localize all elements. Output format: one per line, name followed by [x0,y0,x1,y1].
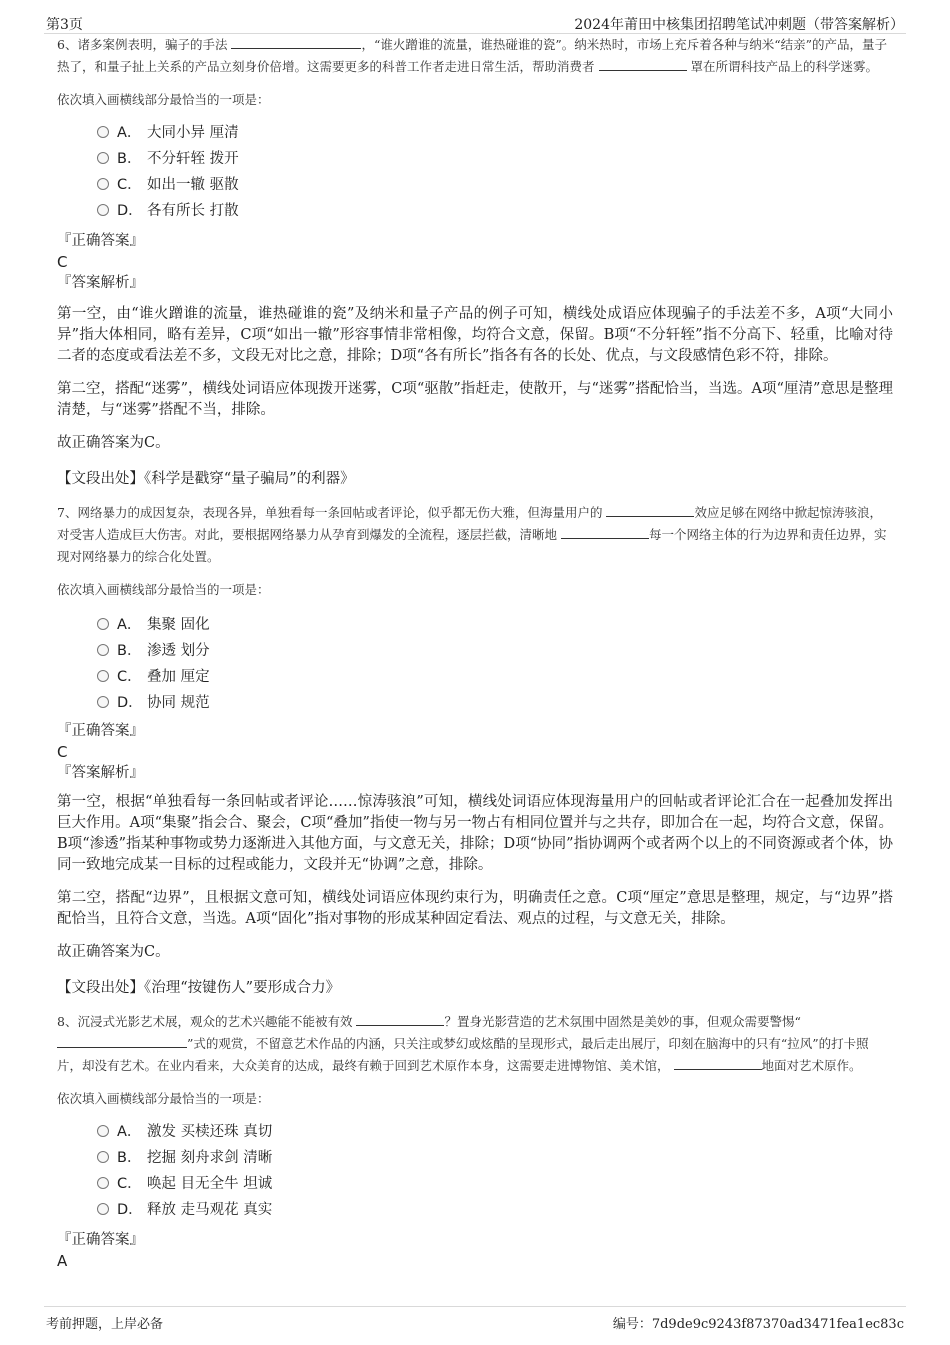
analysis-paragraph: 第一空，由“谁火蹭谁的流量，谁热碰谁的瓷”及纳米和量子产品的例子可知，横线处成语应体现骗子的手法差不多，A项“大同小异”指大体相同，略有差异，C项“如出一辙”形容事情非常相像，均符合文意，保留。B项“不分轩轾”指不分高下、轻重，比喻对待二者的态度或看法差不多，文段无对比之意，排除；D项“各有所长”指各有各的长处、优点，与文段感情色彩不符，排除。 [57,306,893,364]
radio-circle-icon[interactable] [97,126,109,138]
correct-answer-label: 『正确答案』 [57,723,144,739]
option-c[interactable]: C． 唤起 目无全牛 坦诚 [97,1171,893,1197]
question-prompt: 依次填入画横线部分最恰当的一项是： [57,1091,270,1106]
correct-answer: C [57,253,68,271]
radio-circle-icon[interactable] [97,1151,109,1163]
radio-circle-icon[interactable] [97,1203,109,1215]
document-title: 2024年莆田中核集团招聘笔试冲刺题（带答案解析） [574,17,904,33]
analysis-paragraph: 第二空，搭配“边界”，且根据文意可知，横线处词语应体现约束行为，明确责任之意。C项“厘定”意思是整理，规定，与“边界”搭配恰当，且符合文意，当选。A项“固化”指对事物的形成某种固定看法、观点的过程，与文意无关，排除。 [57,890,893,927]
correct-answer-label: 『正确答案』 [57,1232,144,1248]
source-citation: 【文段出处】《科学是戳穿“量子骗局”的利器》 [57,471,355,487]
question-stem: 7、网络暴力的成因复杂，表现各异，单独看每一条回帖或者评论，似乎都无伤大雅，但海量用户的 效应足够在网络中掀起惊涛骇浪，对受害人造成巨大伤害。对此，要根据网络暴力从孕育到爆发的全流程，逐层拦截，清晰地 每一个网络主体的行为边界和责任边界，实现对网络暴力的综合化处置。 [57,505,887,564]
option-d[interactable]: D． 释放 走马观花 真实 [97,1197,893,1223]
correct-answer: C [57,743,68,761]
answer-blank [57,1035,187,1048]
radio-circle-icon[interactable] [97,178,109,190]
radio-circle-icon[interactable] [97,1125,109,1137]
source-citation: 【文段出处】《治理“按键伤人”要形成合力》 [57,980,341,996]
option-b[interactable]: B． 不分轩轾 拨开 [97,146,893,172]
page-number: 第3页 [46,17,83,33]
analysis-paragraph: 第二空，搭配“迷雾”，横线处词语应体现拨开迷雾，C项“驱散”指赶走，使散开，与“迷雾”搭配恰当，当选。A项“厘清”意思是整理清楚，与“迷雾”搭配不当，排除。 [57,381,893,418]
correct-answer: A [57,1252,68,1270]
analysis-label: 『答案解析』 [57,765,144,781]
option-c[interactable]: C． 叠加 厘定 [97,664,893,690]
radio-circle-icon[interactable] [97,1177,109,1189]
radio-circle-icon[interactable] [97,670,109,682]
option-a[interactable]: A． 大同小异 厘清 [97,120,893,146]
option-list [57,120,893,224]
answer-blank [356,1013,444,1026]
footer-slogan: 考前押题，上岸必备 [46,1317,164,1332]
option-c[interactable]: C． 如出一辙 驱散 [97,172,893,198]
option-list [57,1119,893,1223]
document-id: 编号：7d9de9c9243f87370ad3471fea1ec83c [612,1317,904,1332]
answer-blank [606,504,694,517]
option-b[interactable]: B． 挖掘 刻舟求剑 清晰 [97,1145,893,1171]
answer-blank [674,1057,762,1070]
option-d[interactable]: D． 各有所长 打散 [97,198,893,224]
question-prompt: 依次填入画横线部分最恰当的一项是： [57,92,270,107]
option-d[interactable]: D． 协同 规范 [97,690,893,716]
footer-divider [44,1306,906,1307]
radio-circle-icon[interactable] [97,696,109,708]
answer-blank [599,58,687,71]
correct-answer-label: 『正确答案』 [57,233,144,249]
radio-circle-icon[interactable] [97,644,109,656]
option-a[interactable]: A． 集聚 固化 [97,612,893,638]
radio-circle-icon[interactable] [97,152,109,164]
page-content [57,34,893,1271]
question-stem: 6、诸多案例表明，骗子的手法 ，“谁火蹭谁的流量，谁热碰谁的瓷”。纳米热时，市场上充斥着各种与纳米“结亲”的产品，量子热了，和量子扯上关系的产品立刻身价倍增。这需要更多的科普工作者走进日常生活，帮助消费者 罩在所谓科技产品上的科学迷雾。 [57,37,888,74]
analysis-label: 『答案解析』 [57,275,144,291]
radio-circle-icon[interactable] [97,618,109,630]
analysis-conclusion: 故正确答案为C。 [57,944,170,960]
radio-circle-icon[interactable] [97,204,109,216]
analysis-paragraph: 第一空，根据“单独看每一条回帖或者评论……惊涛骇浪”可知，横线处词语应体现海量用户的回帖或者评论汇合在一起叠加发挥出巨大作用。A项“集聚”指会合、聚会，C项“叠加”指使一物与另一物占有相同位置并与之共存，即加合在一起，均符合文意，保留。B项“渗透”指某种事物或势力逐渐进入其他方面，与文意无关，排除；D项“协同”指协调两个或者两个以上的不同资源或者个体，协同一致地完成某一目标的过程或能力，文段并无“协调”之意，排除。 [57,794,893,873]
answer-blank [231,36,361,49]
option-a[interactable]: A． 激发 买椟还珠 真切 [97,1119,893,1145]
option-list [57,612,893,716]
option-b[interactable]: B． 渗透 划分 [97,638,893,664]
answer-blank [561,526,649,539]
question-prompt: 依次填入画横线部分最恰当的一项是： [57,582,270,597]
analysis-conclusion: 故正确答案为C。 [57,435,170,451]
question-stem: 8、沉浸式光影艺术展，观众的艺术兴趣能不能被有效 ？置身光影营造的艺术氛围中固然是美妙的事，但观众需要警惕“”式的观赏，不留意艺术作品的内涵，只关注或梦幻或炫酷的呈现形式，最后走出展厅，印刻在脑海中的只有“拉风”的打卡照片，却没有艺术。在业内看来，大众美育的达成，最终有赖于回到艺术原作本身，这需要走进博物馆、美术馆， 地面对艺术原作。 [57,1014,869,1073]
